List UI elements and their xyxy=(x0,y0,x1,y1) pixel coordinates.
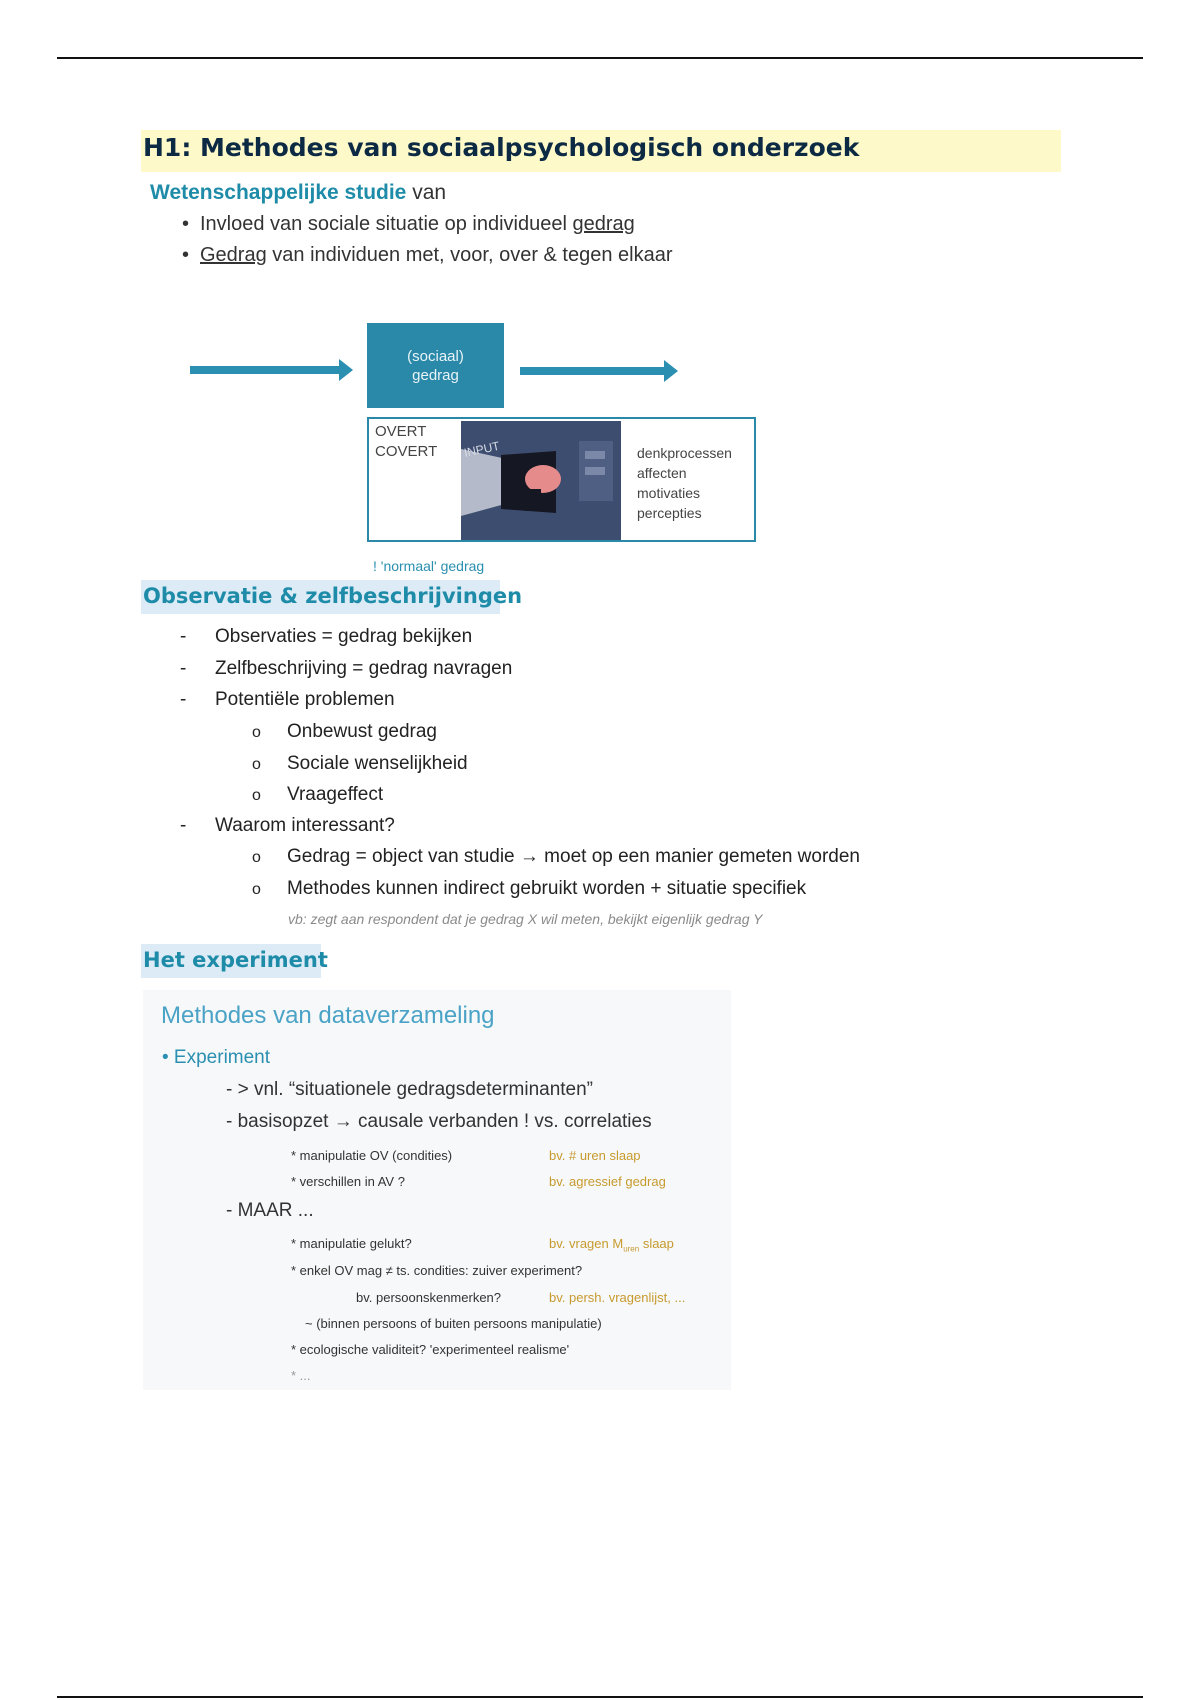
slide-example-post: slaap xyxy=(639,1236,674,1251)
section-title-experiment: Het experiment xyxy=(143,948,328,972)
slide-line: - basisopzet → causale verbanden ! vs. correlaties xyxy=(226,1111,652,1132)
process-list xyxy=(637,443,732,523)
normal-behavior-note: ! 'normaal' gedrag xyxy=(373,558,485,574)
bottom-rule xyxy=(57,1696,1143,1698)
list-item: - Potentiële problemen xyxy=(180,689,395,710)
intro-strong: Wetenschappelijke studie xyxy=(150,181,407,204)
covert-label: COVERT xyxy=(375,443,438,460)
behavior-box xyxy=(367,323,504,408)
right-arrow-head xyxy=(664,360,678,382)
list-item-text: Waarom interessant? xyxy=(215,815,395,836)
process-2: affecten xyxy=(637,465,687,481)
intro-bullet-1-pre: Invloed van sociale situatie op individueel xyxy=(200,213,573,235)
sub-list-item-text: Gedrag = object van studie → moet op een manier gemeten worden xyxy=(287,846,860,867)
page-title: H1: Methodes van sociaalpsychologisch onderzoek xyxy=(143,133,860,162)
slide-example: bv. agressief gedrag xyxy=(549,1174,666,1189)
example-note: vb: zegt aan respondent dat je gedrag X wil meten, bekijkt eigenlijk gedrag Y xyxy=(288,911,763,927)
slide-example xyxy=(549,1236,674,1254)
left-arrow xyxy=(190,366,344,374)
slide-bullet: • Experiment xyxy=(162,1047,271,1068)
section-title-observatie: Observatie & zelfbeschrijvingen xyxy=(143,584,523,608)
list-item-text: Zelfbeschrijving = gedrag navragen xyxy=(215,658,513,679)
list-item: - Observaties = gedrag bekijken xyxy=(180,626,473,647)
list-item-text: Observaties = gedrag bekijken xyxy=(215,626,473,647)
slide-example: bv. persh. vragenlijst, ... xyxy=(549,1290,686,1305)
sub-list-item: o Sociale wenselijkheid xyxy=(252,753,468,774)
covert-box xyxy=(367,417,756,542)
sub-list-item-text: Sociale wenselijkheid xyxy=(287,753,468,774)
slide-example: bv. # uren slaap xyxy=(549,1148,641,1163)
sub-list-item: o Onbewust gedrag xyxy=(252,721,437,742)
top-rule xyxy=(57,57,1143,59)
sub-list-item-text: Onbewust gedrag xyxy=(287,721,437,742)
sub-list-item: o Vraageffect xyxy=(252,784,384,805)
intro-bullet-1-u: gedrag xyxy=(572,213,635,235)
process-1: denkprocessen xyxy=(637,445,732,461)
brain-illustration-graphic xyxy=(461,421,621,540)
slide-detail: ~ (binnen persoons of buiten persoons manipulatie) xyxy=(305,1316,602,1331)
intro-line xyxy=(150,181,446,205)
list-item-text: Potentiële problemen xyxy=(215,689,395,710)
intro-bullet: • Invloed van sociale situatie op individueel gedrag xyxy=(182,213,635,235)
overt-label: OVERT xyxy=(375,423,427,440)
brain-illustration xyxy=(461,421,621,540)
slide-detail: * ecologische validiteit? 'experimenteel realisme' xyxy=(291,1342,570,1357)
brain-illustration-input-text: INPUT xyxy=(462,438,501,460)
slide-line: - MAAR ... xyxy=(226,1200,314,1221)
slide-example-pre: bv. vragen M xyxy=(549,1236,624,1251)
sub-list-item-text: Methodes kunnen indirect gebruikt worden + situatie specifiek xyxy=(287,878,807,899)
slide-detail: * manipulatie gelukt? xyxy=(291,1236,412,1251)
slide-detail: * manipulatie OV (condities) xyxy=(291,1148,453,1163)
sub-list-item: o Methodes kunnen indirect gebruikt worden + situatie specifiek xyxy=(252,878,807,899)
sub-list-item-text: Vraageffect xyxy=(287,784,384,805)
slide-detail: * verschillen in AV ? xyxy=(291,1174,405,1189)
list-item: - Zelfbeschrijving = gedrag navragen xyxy=(180,658,513,679)
process-4: percepties xyxy=(637,505,702,521)
intro-rest: van xyxy=(406,181,447,204)
slide-detail: * ... xyxy=(291,1368,311,1383)
right-arrow xyxy=(520,367,668,375)
slide-detail: bv. persoonskenmerken? xyxy=(356,1290,502,1305)
left-arrow-head xyxy=(339,359,353,381)
intro-bullet-2-post: van individuen met, voor, over & tegen elkaar xyxy=(266,244,673,266)
slide-detail: * enkel OV mag ≠ ts. condities: zuiver experiment? xyxy=(291,1263,583,1278)
slide-example-sub: uren xyxy=(623,1244,640,1254)
behavior-box-line2: gedrag xyxy=(412,366,459,384)
slide-line: - > vnl. “situationele gedragsdeterminanten” xyxy=(226,1079,594,1100)
slide-title: Methodes van dataverzameling xyxy=(161,1002,495,1029)
sub-list-item: o Gedrag = object van studie → moet op een manier gemeten worden xyxy=(252,846,860,867)
process-3: motivaties xyxy=(637,485,701,501)
intro-bullet-2-u: Gedrag xyxy=(200,244,267,266)
intro-bullet: • Gedrag van individuen met, voor, over & tegen elkaar xyxy=(182,244,673,266)
behavior-box-line1: (sociaal) xyxy=(407,347,464,365)
list-item: - Waarom interessant? xyxy=(180,815,395,836)
